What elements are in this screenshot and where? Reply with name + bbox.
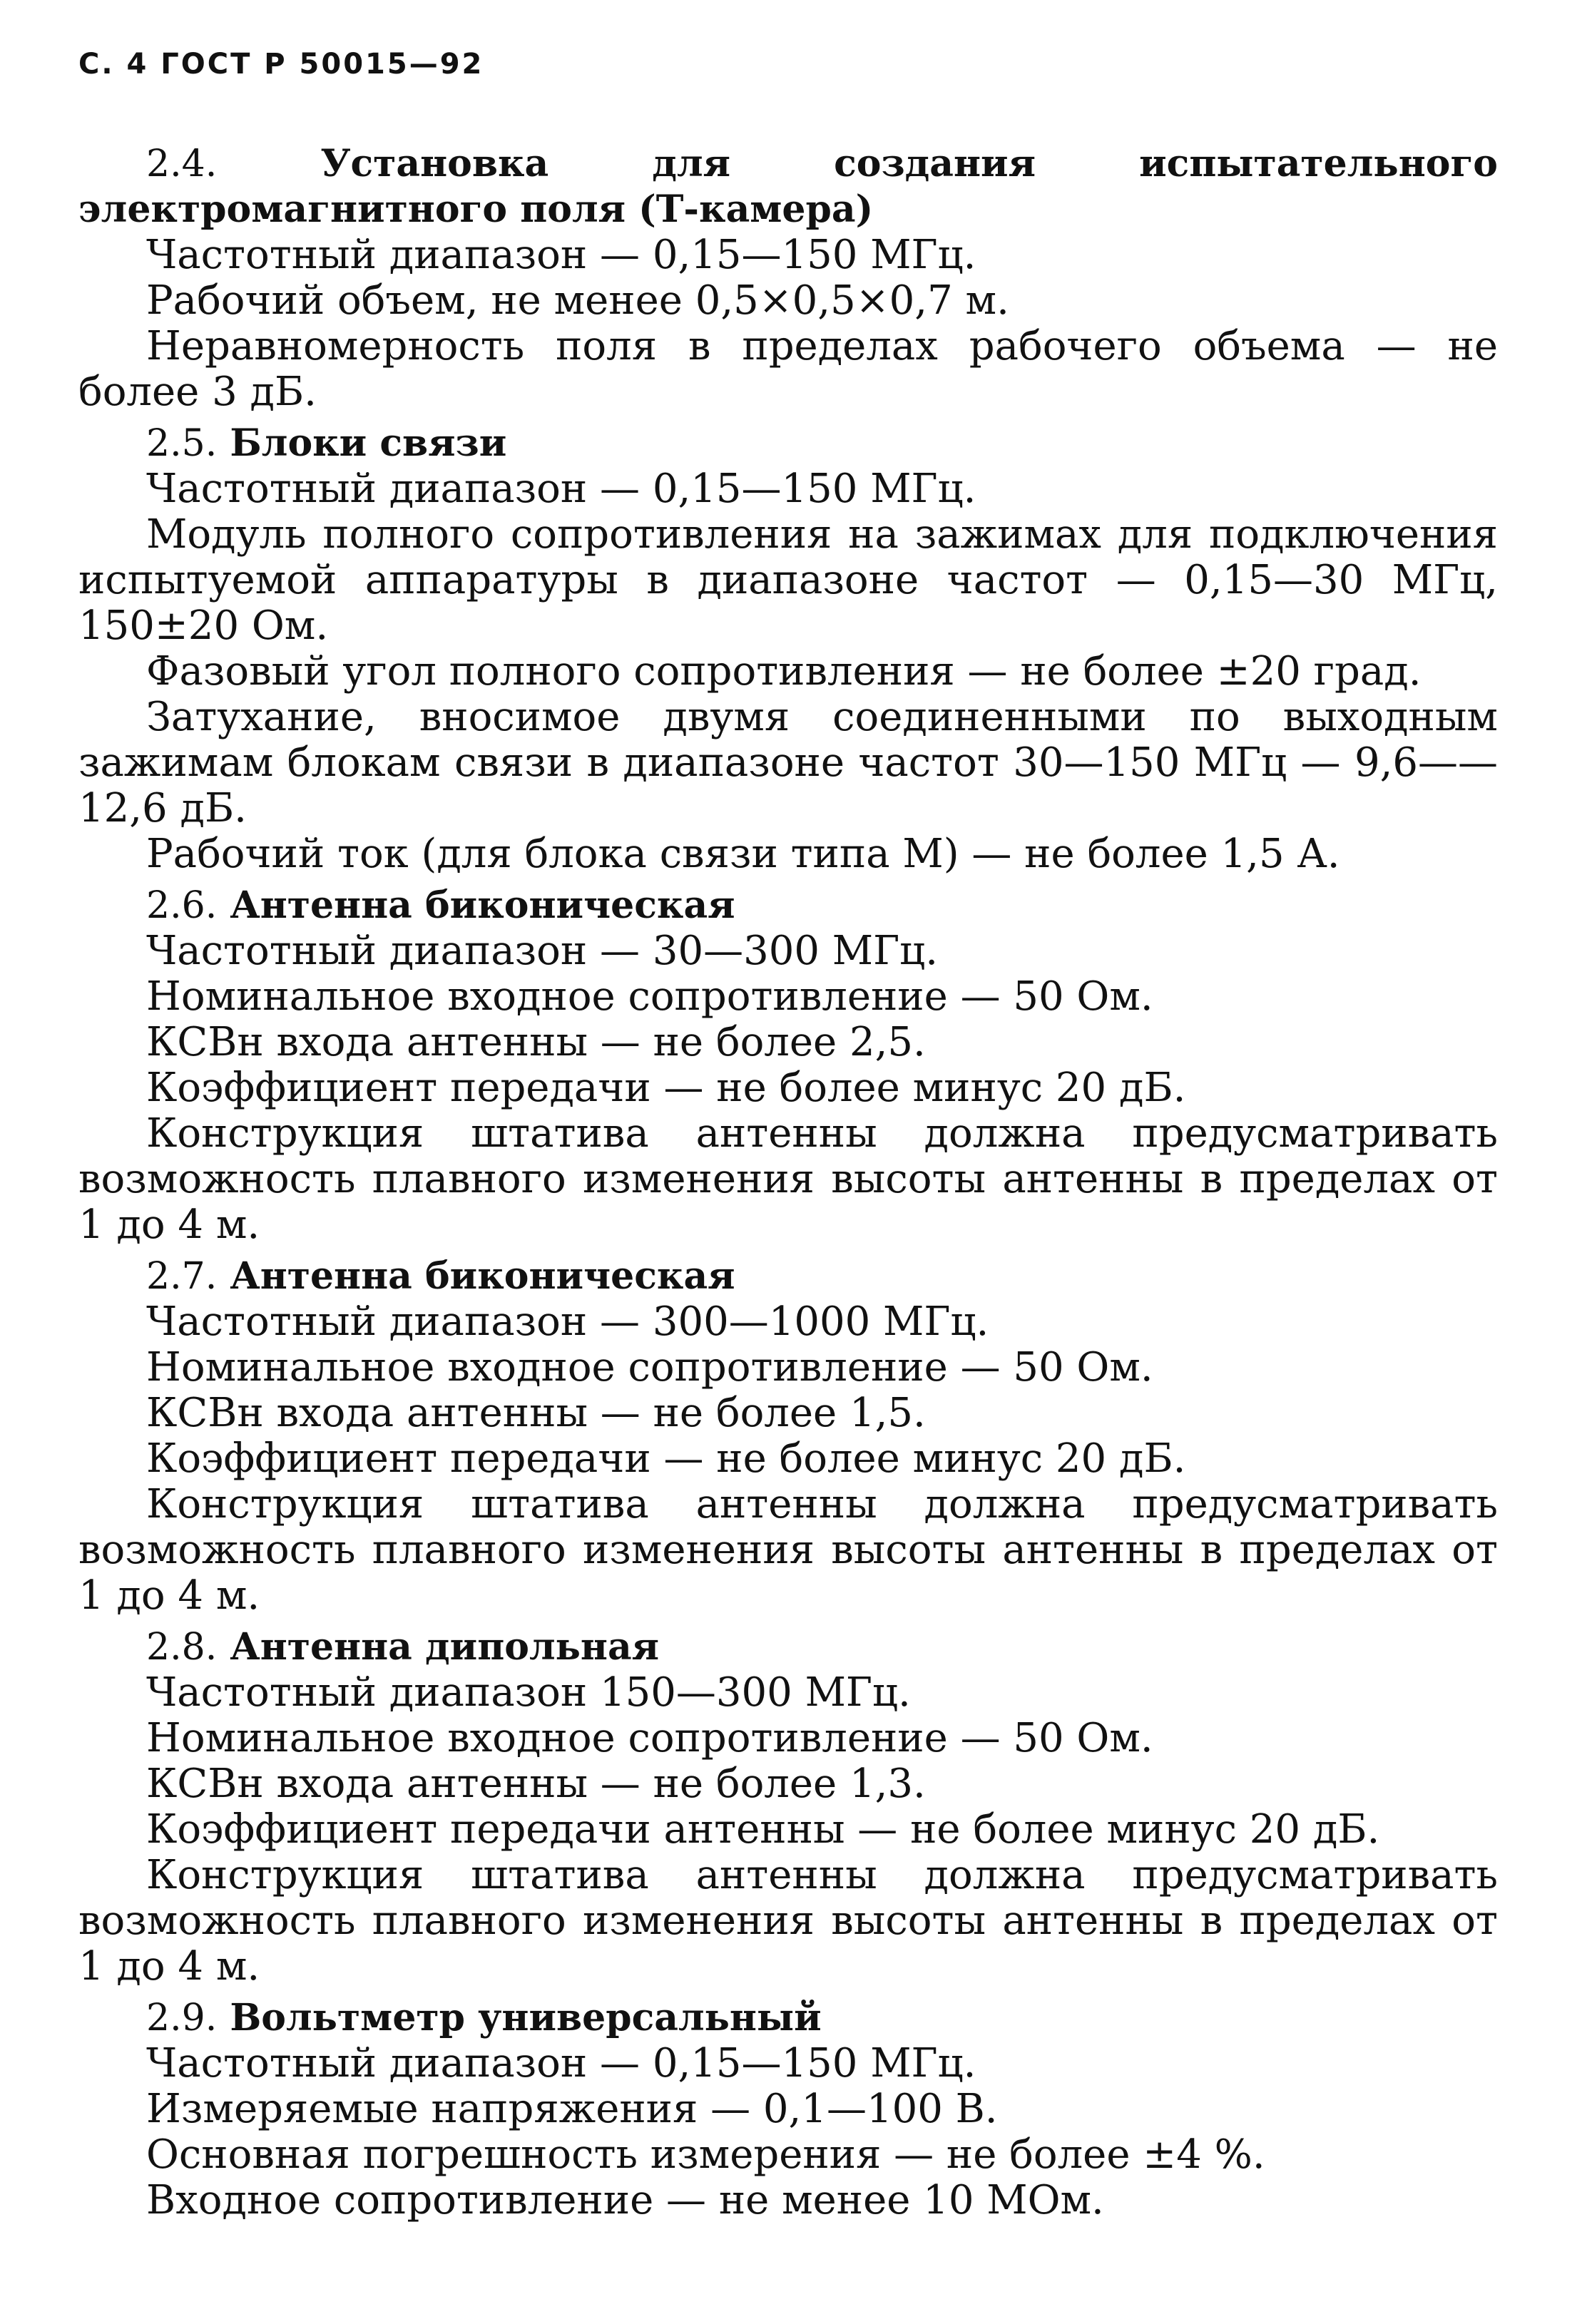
paragraph: Измеряемые напряжения — 0,1—100 В.	[146, 2086, 998, 2132]
section-number: 2.8.	[146, 1626, 218, 1669]
section-title: Антенна дипольная	[230, 1625, 660, 1669]
section-number: 2.6.	[146, 884, 218, 927]
section-title: Антенна биконическая	[230, 1254, 735, 1298]
paragraph: Основная погрешность измерения — не более ±4 %.	[146, 2131, 1265, 2178]
section-title: Блоки связи	[230, 421, 507, 465]
section-number: 2.7.	[146, 1255, 218, 1298]
page-header: С. 4 ГОСТ Р 50015—92	[78, 48, 484, 81]
paragraph: Модуль полного сопротивления на зажимах для подключения испытуемой аппаратуры в диапазоне частот — 0,15—30 МГц, 150±20 Ом.	[78, 511, 1498, 649]
section-number: 2.9.	[146, 1997, 218, 2039]
paragraph: Коэффициент передачи — не более минус 20 дБ.	[146, 1435, 1186, 1482]
section-heading	[78, 1254, 1498, 1299]
paragraph: Номинальное входное сопротивление — 50 Ом.	[146, 1715, 1153, 1761]
section-heading	[78, 1995, 1498, 2041]
paragraph: Частотный диапазон — 300—1000 МГц.	[146, 1299, 989, 1345]
paragraph: Частотный диапазон — 0,15—150 МГц.	[146, 232, 976, 278]
paragraph: Конструкция штатива антенны должна предусматривать возможность плавного изменения высоты антенны в пределах от 1 до 4 м.	[78, 1110, 1498, 1248]
section-title: Антенна биконическая	[230, 884, 735, 927]
document-page	[78, 50, 1498, 2223]
paragraph: Конструкция штатива антенны должна предусматривать возможность плавного изменения высоты антенны в пределах от 1 до 4 м.	[78, 1852, 1498, 1990]
paragraph: КСВн входа антенны — не более 1,5.	[146, 1390, 926, 1436]
section-2-5	[78, 421, 1498, 877]
section-2-9	[78, 1995, 1498, 2223]
paragraph: Номинальное входное сопротивление — 50 Ом.	[146, 973, 1153, 1020]
paragraph: Рабочий ток (для блока связи типа М) — не более 1,5 А.	[146, 831, 1340, 877]
section-heading	[78, 141, 1498, 232]
section-heading	[78, 1624, 1498, 1670]
section-2-4	[78, 141, 1498, 415]
section-number: 2.5.	[146, 422, 218, 465]
paragraph: Частотный диапазон — 0,15—150 МГц.	[146, 466, 976, 512]
paragraph: Коэффициент передачи антенны — не более минус 20 дБ.	[146, 1806, 1380, 1853]
section-title: Установка для создания испытательного электромагнитного поля (Т-камера)	[78, 142, 1498, 231]
paragraph: Фазовый угол полного сопротивления — не более ±20 град.	[146, 648, 1422, 695]
paragraph: Затухание, вносимое двумя соединенными по выходным зажимам блокам связи в диапазоне частот 30—150 МГц — 9,6——12,6 дБ.	[78, 694, 1498, 831]
paragraph: КСВн входа антенны — не более 2,5.	[146, 1019, 926, 1065]
paragraph: Неравномерность поля в пределах рабочего объема — не более 3 дБ.	[78, 323, 1498, 415]
paragraph: Коэффициент передачи — не более минус 20 дБ.	[146, 1065, 1186, 1111]
paragraph: Номинальное входное сопротивление — 50 Ом.	[146, 1344, 1153, 1391]
section-heading	[78, 883, 1498, 928]
section-2-8	[78, 1624, 1498, 1990]
section-2-7	[78, 1254, 1498, 1619]
section-number: 2.4.	[146, 143, 218, 185]
paragraph: Рабочий объем, не менее 0,5×0,5×0,7 м.	[146, 277, 1009, 324]
paragraph: Входное сопротивление — не менее 10 МОм.	[146, 2177, 1104, 2223]
section-2-6	[78, 883, 1498, 1248]
paragraph: КСВн входа антенны — не более 1,3.	[146, 1761, 926, 1807]
paragraph: Конструкция штатива антенны должна предусматривать возможность плавного изменения высоты антенны в пределах от 1 до 4 м.	[78, 1481, 1498, 1619]
paragraph: Частотный диапазон 150—300 МГц.	[146, 1669, 911, 1716]
paragraph: Частотный диапазон — 30—300 МГц.	[146, 928, 938, 974]
section-title: Вольтметр универсальный	[230, 1996, 822, 2039]
section-heading	[78, 421, 1498, 466]
paragraph: Частотный диапазон — 0,15—150 МГц.	[146, 2040, 976, 2087]
